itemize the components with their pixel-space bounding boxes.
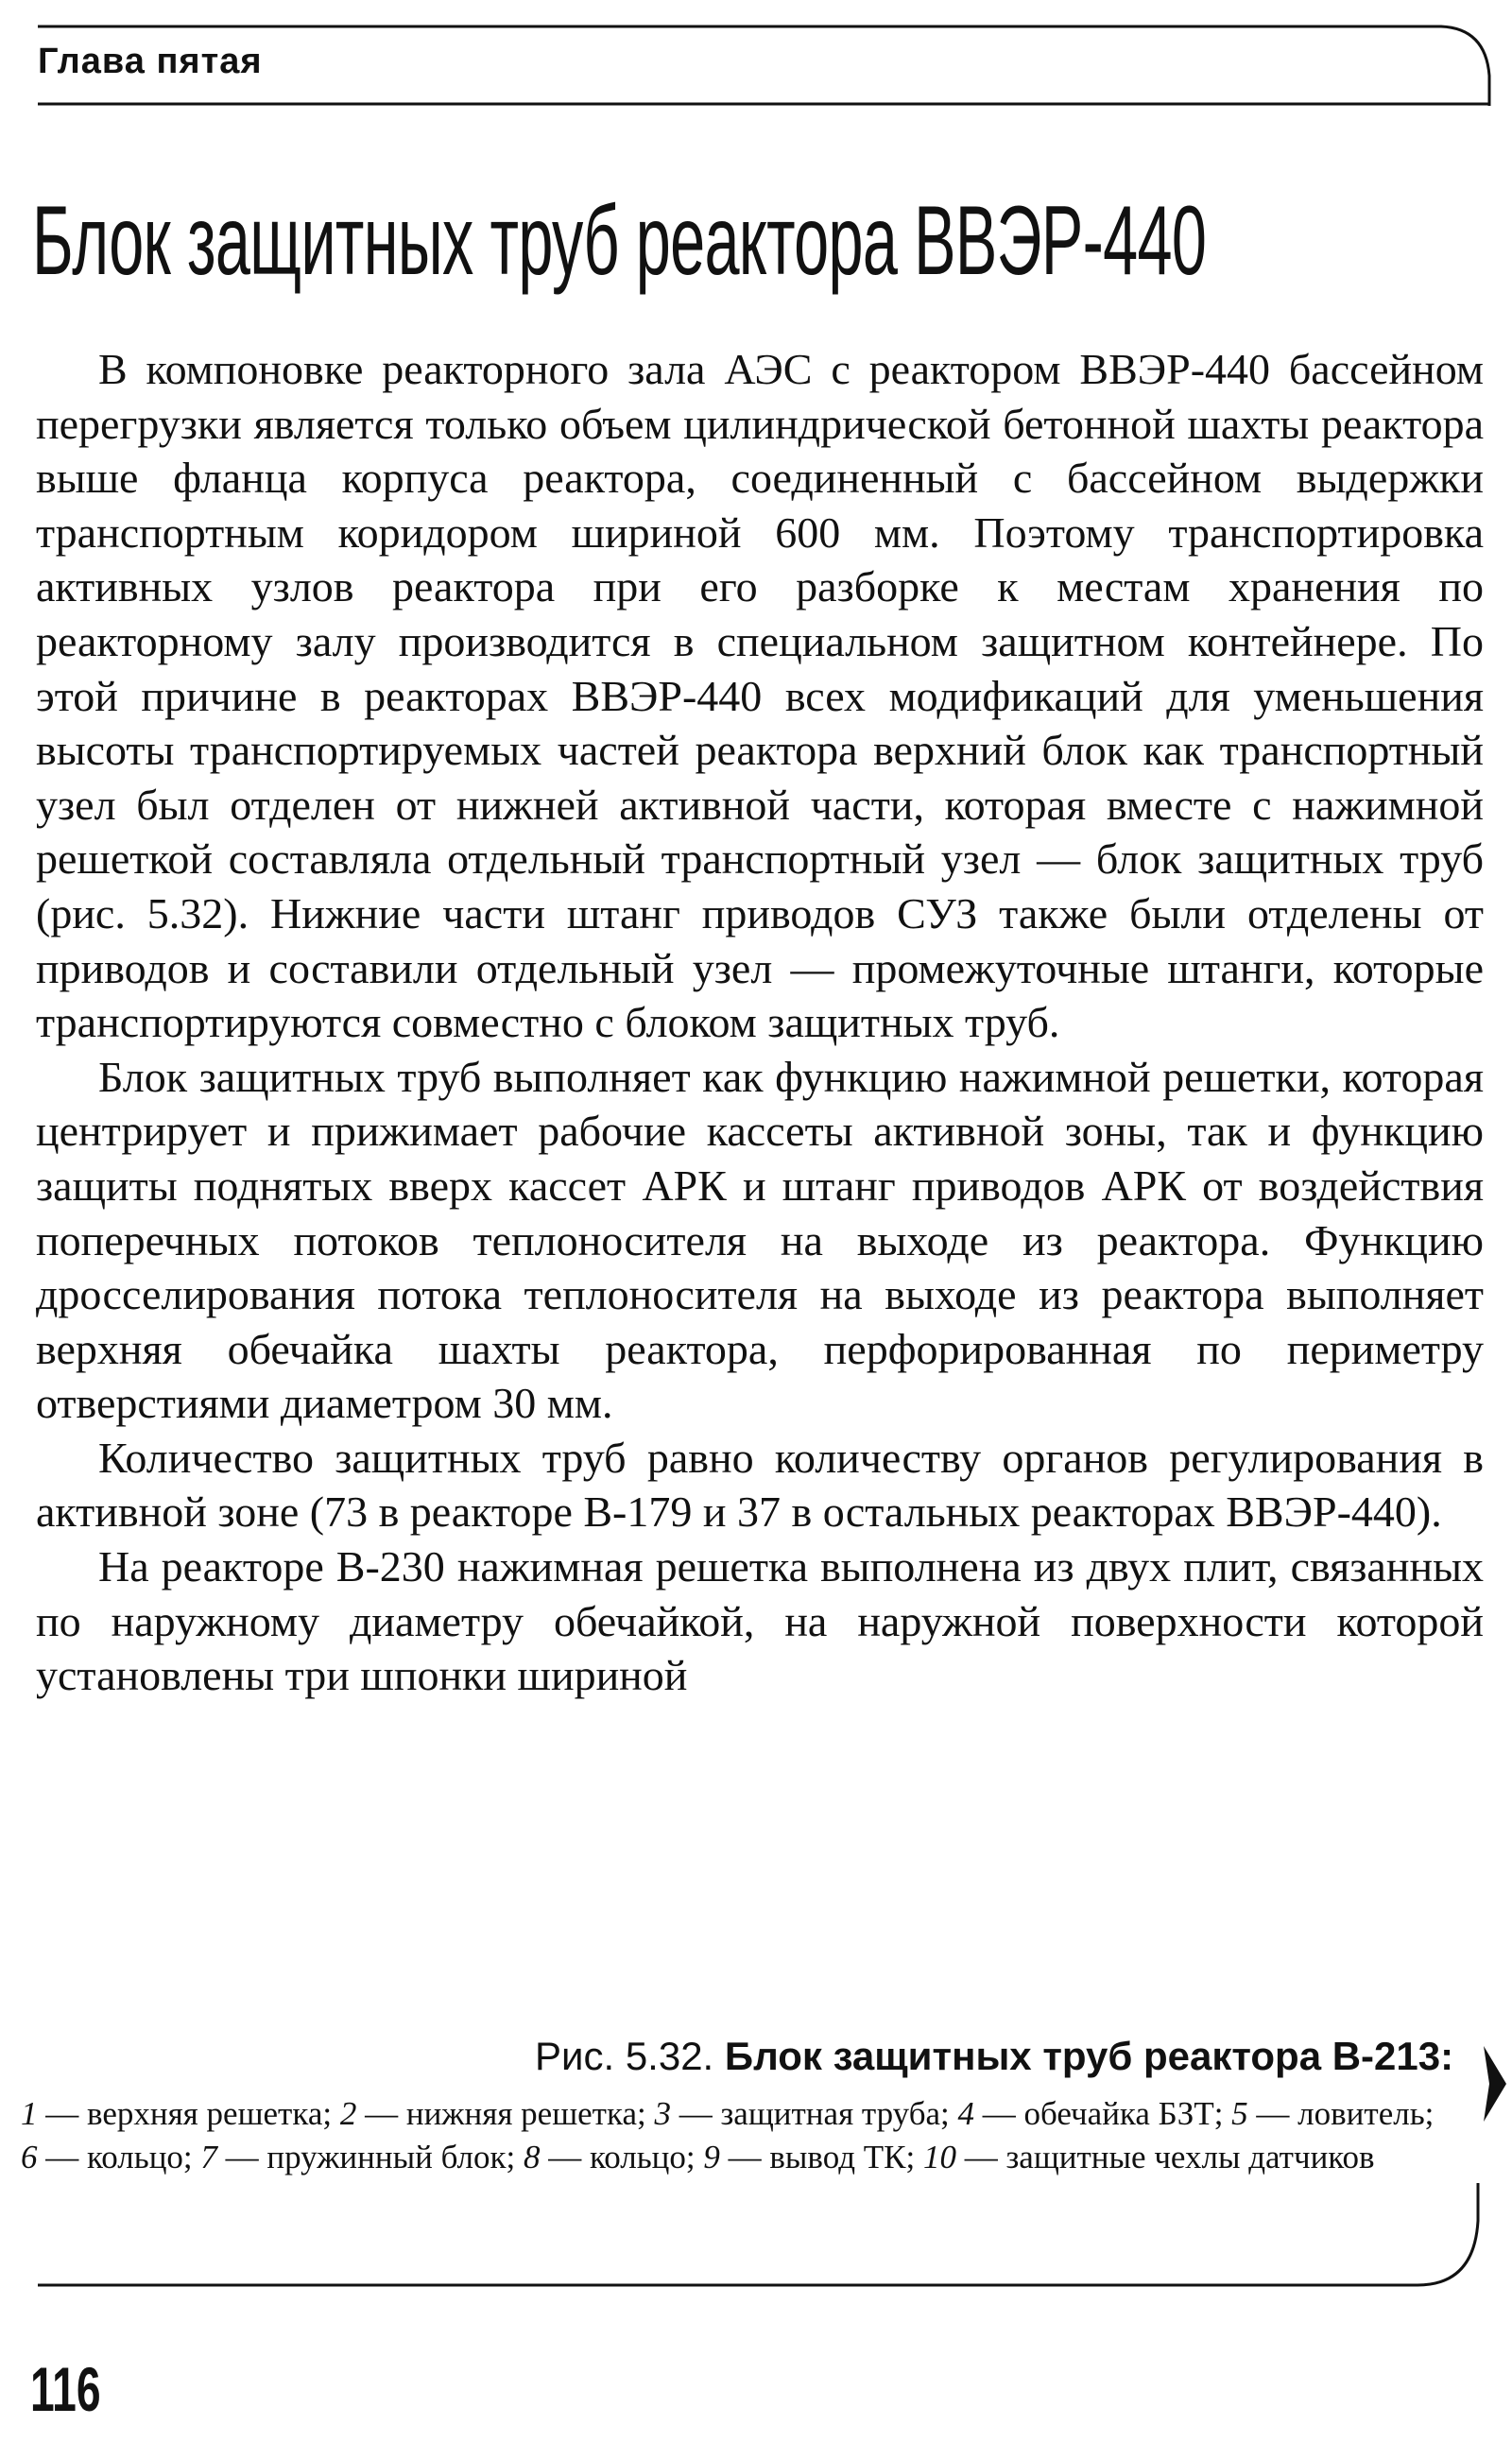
figure-label: Рис. 5.32. (535, 2034, 714, 2078)
paragraph: В компоновке реакторного зала АЭС с реактором ВВЭР-440 бассейном перегрузки является только объем цилиндрической бетонной шахты реактора выше фланца корпуса реактора, соединенный с бассейном выдержки транспортным коридором шириной 600 мм. Поэтому транспортировка активных узлов реактора при его разборке к местам хранения по реакторному залу производится в специальном защитном контейнере. По этой причине в реакторах ВВЭР-440 всех модификаций для уменьшения высоты транспортируемых частей реактора верхний блок как транспортный узел был отделен от нижней активной части, которая вместе с нажимной решеткой составляла отдельный транспортный узел — блок защитных труб (рис. 5.32). Нижние части штанг приводов СУЗ также были отделены от приводов и составили отдельный узел — промежуточные штанги, которые транспортируются совместно с блоком защитных труб. (36, 345, 1484, 1047)
legend-item: 9 — вывод ТК; (703, 2139, 916, 2175)
legend-item: 7 — пружинный блок; (200, 2139, 516, 2175)
legend-item: 6 — кольцо; (21, 2139, 193, 2175)
paragraph: Блок защитных труб выполняет как функцию нажимной решетки, которая центрирует и прижимает рабочие кассеты активной зоны, так и функцию защиты поднятых вверх кассет АРК и штанг приводов АРК от воздействия поперечных потоков теплоносителя на выходе из реактора. Функцию дросселирования потока теплоносителя на выходе из реактора выполняет верхняя обечайка шахты реактора, перфорированная по периметру отверстиями диаметром 30 мм. (36, 1052, 1484, 1428)
legend-item: 3 — защитная труба; (654, 2095, 950, 2132)
footer-rule (0, 2164, 1512, 2296)
legend-item: 10 — защитные чехлы датчиков (922, 2139, 1375, 2175)
page-arrow-icon (1480, 2041, 1508, 2126)
section-title: Блок защитных труб реактора ВВЭР-440 (32, 186, 1207, 296)
paragraph: Количество защитных труб равно количеству органов регулирования в активной зоне (73 в реакторе В-179 и 37 в остальных реакторах ВВЭР-440). (36, 1433, 1484, 1537)
legend-item: 8 — кольцо; (523, 2139, 696, 2175)
chapter-label: Глава пятая (38, 42, 263, 81)
figure-caption (535, 2034, 1453, 2079)
body-text (36, 342, 1484, 1703)
page-number: 116 (30, 2354, 101, 2424)
figure-title: Блок защитных труб реактора В-213: (724, 2034, 1454, 2078)
legend-item: 2 — нижняя решетка; (339, 2095, 646, 2132)
paragraph: На реакторе В-230 нажимная решетка выполнена из двух плит, связанных по наружному диаметру обечайкой, на наружной поверхности которой установлены три шпонки шириной (36, 1542, 1484, 1700)
legend-item: 4 — обечайка БЗТ; (957, 2095, 1224, 2132)
legend-item: 1 — верхняя решетка; (21, 2095, 333, 2132)
legend-item: 5 — ловитель; (1231, 2095, 1435, 2132)
